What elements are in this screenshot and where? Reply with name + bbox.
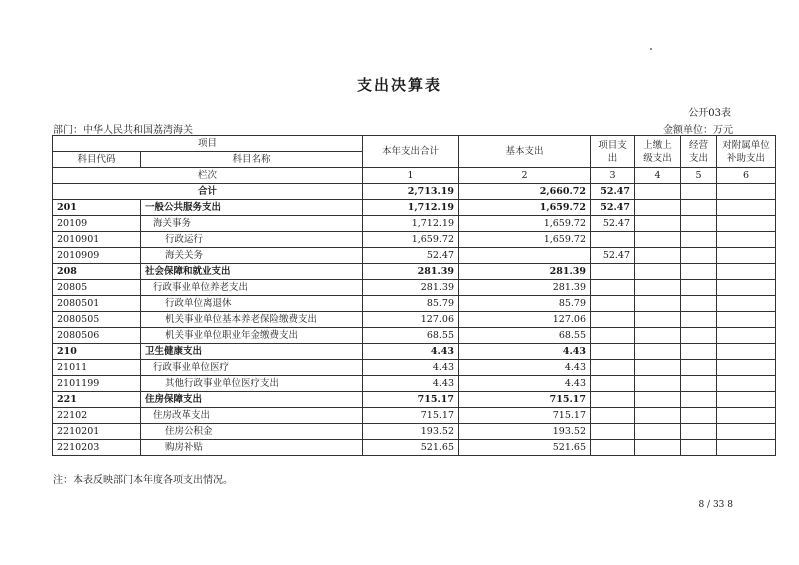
- basic-amount: 1,659.72: [459, 232, 591, 248]
- project-amount: [591, 328, 635, 344]
- upload-amount: [635, 312, 681, 328]
- upload-amount: [635, 264, 681, 280]
- upload-amount: [635, 216, 681, 232]
- subject-code: 2080505: [53, 312, 141, 328]
- subsidy-amount: [717, 248, 776, 264]
- col-num: 2: [459, 168, 591, 184]
- project-amount: [591, 232, 635, 248]
- subsidy-amount: [717, 232, 776, 248]
- table-row: [53, 264, 776, 280]
- project-amount: 52.47: [591, 216, 635, 232]
- subject-code: 2010909: [53, 248, 141, 264]
- unit-label: 金额单位：万元: [663, 125, 733, 136]
- operation-amount: [681, 232, 717, 248]
- subject-name: 其他行政事业单位医疗支出: [141, 376, 363, 392]
- subsidy-amount: [717, 424, 776, 440]
- operation-amount: [681, 296, 717, 312]
- subsidy-amount: [717, 312, 776, 328]
- operation-amount: [681, 200, 717, 216]
- header-total: 本年支出合计: [363, 136, 459, 168]
- total-amount: 68.55: [363, 328, 459, 344]
- sum-label: 合计: [53, 184, 363, 200]
- subject-code: 2080506: [53, 328, 141, 344]
- project-amount: [591, 392, 635, 408]
- basic-amount: 4.43: [459, 344, 591, 360]
- page-title: 支出决算表: [356, 76, 442, 94]
- subject-code: 208: [53, 264, 141, 280]
- project-amount: [591, 424, 635, 440]
- header-project: 项目支出: [591, 136, 635, 168]
- scan-dot: [650, 48, 652, 50]
- total-amount: 715.17: [363, 392, 459, 408]
- project-amount: [591, 344, 635, 360]
- project-amount: [591, 440, 635, 456]
- subsidy-amount: [717, 360, 776, 376]
- upload-amount: [635, 424, 681, 440]
- sum-upload: [635, 184, 681, 200]
- operation-amount: [681, 392, 717, 408]
- subject-name: 海关关务: [141, 248, 363, 264]
- table-row: [53, 296, 776, 312]
- table-row: [53, 424, 776, 440]
- expenditure-table: [52, 135, 776, 456]
- project-amount: [591, 408, 635, 424]
- sum-project: 52.47: [591, 184, 635, 200]
- department-label: 部门：中华人民共和国荔湾海关: [53, 125, 193, 136]
- subsidy-amount: [717, 408, 776, 424]
- subject-name: 住房公积金: [141, 424, 363, 440]
- subject-name: 购房补贴: [141, 440, 363, 456]
- operation-amount: [681, 216, 717, 232]
- upload-amount: [635, 408, 681, 424]
- subsidy-amount: [717, 376, 776, 392]
- subject-code: 2080501: [53, 296, 141, 312]
- header-subject-code: 科目代码: [53, 152, 141, 168]
- basic-amount: 4.43: [459, 360, 591, 376]
- basic-amount: 281.39: [459, 280, 591, 296]
- project-amount: 52.47: [591, 200, 635, 216]
- table-row: [53, 232, 776, 248]
- table-row: [53, 440, 776, 456]
- operation-amount: [681, 280, 717, 296]
- header-item: 项目: [53, 136, 363, 152]
- table-row: [53, 328, 776, 344]
- subsidy-amount: [717, 344, 776, 360]
- basic-amount: 193.52: [459, 424, 591, 440]
- subject-code: 210: [53, 344, 141, 360]
- total-amount: 281.39: [363, 280, 459, 296]
- sum-subsidy: [717, 184, 776, 200]
- operation-amount: [681, 248, 717, 264]
- table-row: [53, 280, 776, 296]
- table-row: [53, 312, 776, 328]
- subject-code: 21011: [53, 360, 141, 376]
- total-amount: 193.52: [363, 424, 459, 440]
- project-amount: [591, 280, 635, 296]
- subject-name: 行政运行: [141, 232, 363, 248]
- subsidy-amount: [717, 296, 776, 312]
- header-basic: 基本支出: [459, 136, 591, 168]
- basic-amount: 68.55: [459, 328, 591, 344]
- col-num: 3: [591, 168, 635, 184]
- total-amount: 52.47: [363, 248, 459, 264]
- col-num: 4: [635, 168, 681, 184]
- basic-amount: 85.79: [459, 296, 591, 312]
- subject-code: 20805: [53, 280, 141, 296]
- total-amount: 85.79: [363, 296, 459, 312]
- form-code: 公开03表: [688, 108, 731, 119]
- subject-name: 住房改革支出: [141, 408, 363, 424]
- operation-amount: [681, 360, 717, 376]
- subsidy-amount: [717, 328, 776, 344]
- upload-amount: [635, 344, 681, 360]
- basic-amount: 1,659.72: [459, 216, 591, 232]
- table-row: [53, 408, 776, 424]
- project-amount: [591, 296, 635, 312]
- subsidy-amount: [717, 200, 776, 216]
- sum-basic: 2,660.72: [459, 184, 591, 200]
- operation-amount: [681, 408, 717, 424]
- upload-amount: [635, 232, 681, 248]
- table-row: [53, 200, 776, 216]
- operation-amount: [681, 312, 717, 328]
- upload-amount: [635, 360, 681, 376]
- header-operation: 经营支出: [681, 136, 717, 168]
- upload-amount: [635, 392, 681, 408]
- subject-code: 20109: [53, 216, 141, 232]
- subject-code: 2101199: [53, 376, 141, 392]
- subject-name: 一般公共服务支出: [141, 200, 363, 216]
- project-amount: [591, 360, 635, 376]
- subject-name: 住房保障支出: [141, 392, 363, 408]
- page-number: 8 / 33 8: [698, 500, 733, 510]
- table-row: [53, 360, 776, 376]
- sum-total: 2,713.19: [363, 184, 459, 200]
- subsidy-amount: [717, 264, 776, 280]
- basic-amount: 1,659.72: [459, 200, 591, 216]
- table-row: [53, 344, 776, 360]
- total-amount: 1,712.19: [363, 216, 459, 232]
- project-amount: [591, 376, 635, 392]
- subject-name: 卫生健康支出: [141, 344, 363, 360]
- project-amount: [591, 312, 635, 328]
- subject-code: 22102: [53, 408, 141, 424]
- footnote: 注：本表反映部门本年度各项支出情况。: [53, 475, 233, 486]
- operation-amount: [681, 264, 717, 280]
- total-amount: 281.39: [363, 264, 459, 280]
- header-upload: 上缴上级支出: [635, 136, 681, 168]
- upload-amount: [635, 248, 681, 264]
- basic-amount: [459, 248, 591, 264]
- basic-amount: 521.65: [459, 440, 591, 456]
- subject-name: 海关事务: [141, 216, 363, 232]
- subject-name: 机关事业单位基本养老保险缴费支出: [141, 312, 363, 328]
- operation-amount: [681, 376, 717, 392]
- upload-amount: [635, 280, 681, 296]
- subject-name: 行政单位离退休: [141, 296, 363, 312]
- subject-name: 行政事业单位养老支出: [141, 280, 363, 296]
- basic-amount: 715.17: [459, 392, 591, 408]
- subject-code: 2210201: [53, 424, 141, 440]
- table-row: [53, 216, 776, 232]
- upload-amount: [635, 200, 681, 216]
- project-amount: [591, 264, 635, 280]
- total-amount: 715.17: [363, 408, 459, 424]
- subsidy-amount: [717, 440, 776, 456]
- basic-amount: 715.17: [459, 408, 591, 424]
- subject-code: 2210203: [53, 440, 141, 456]
- table-row: [53, 248, 776, 264]
- operation-amount: [681, 440, 717, 456]
- total-amount: 127.06: [363, 312, 459, 328]
- total-amount: 4.43: [363, 376, 459, 392]
- table-row: [53, 392, 776, 408]
- upload-amount: [635, 376, 681, 392]
- subsidy-amount: [717, 392, 776, 408]
- col-num: 6: [717, 168, 776, 184]
- operation-amount: [681, 424, 717, 440]
- total-amount: 4.43: [363, 360, 459, 376]
- subject-name: 行政事业单位医疗: [141, 360, 363, 376]
- total-amount: 521.65: [363, 440, 459, 456]
- table-row: [53, 376, 776, 392]
- subject-code: 221: [53, 392, 141, 408]
- basic-amount: 4.43: [459, 376, 591, 392]
- total-amount: 1,712.19: [363, 200, 459, 216]
- project-amount: 52.47: [591, 248, 635, 264]
- operation-amount: [681, 328, 717, 344]
- sum-operation: [681, 184, 717, 200]
- basic-amount: 281.39: [459, 264, 591, 280]
- header-subject-name: 科目名称: [141, 152, 363, 168]
- col-num: 1: [363, 168, 459, 184]
- subject-code: 2010901: [53, 232, 141, 248]
- upload-amount: [635, 440, 681, 456]
- operation-amount: [681, 344, 717, 360]
- column-label: 栏次: [53, 168, 363, 184]
- subject-code: 201: [53, 200, 141, 216]
- total-amount: 1,659.72: [363, 232, 459, 248]
- subsidy-amount: [717, 280, 776, 296]
- subject-name: 机关事业单位职业年金缴费支出: [141, 328, 363, 344]
- subject-name: 社会保障和就业支出: [141, 264, 363, 280]
- upload-amount: [635, 296, 681, 312]
- subsidy-amount: [717, 216, 776, 232]
- header-subsidy: 对附属单位补助支出: [717, 136, 776, 168]
- total-amount: 4.43: [363, 344, 459, 360]
- col-num: 5: [681, 168, 717, 184]
- upload-amount: [635, 328, 681, 344]
- basic-amount: 127.06: [459, 312, 591, 328]
